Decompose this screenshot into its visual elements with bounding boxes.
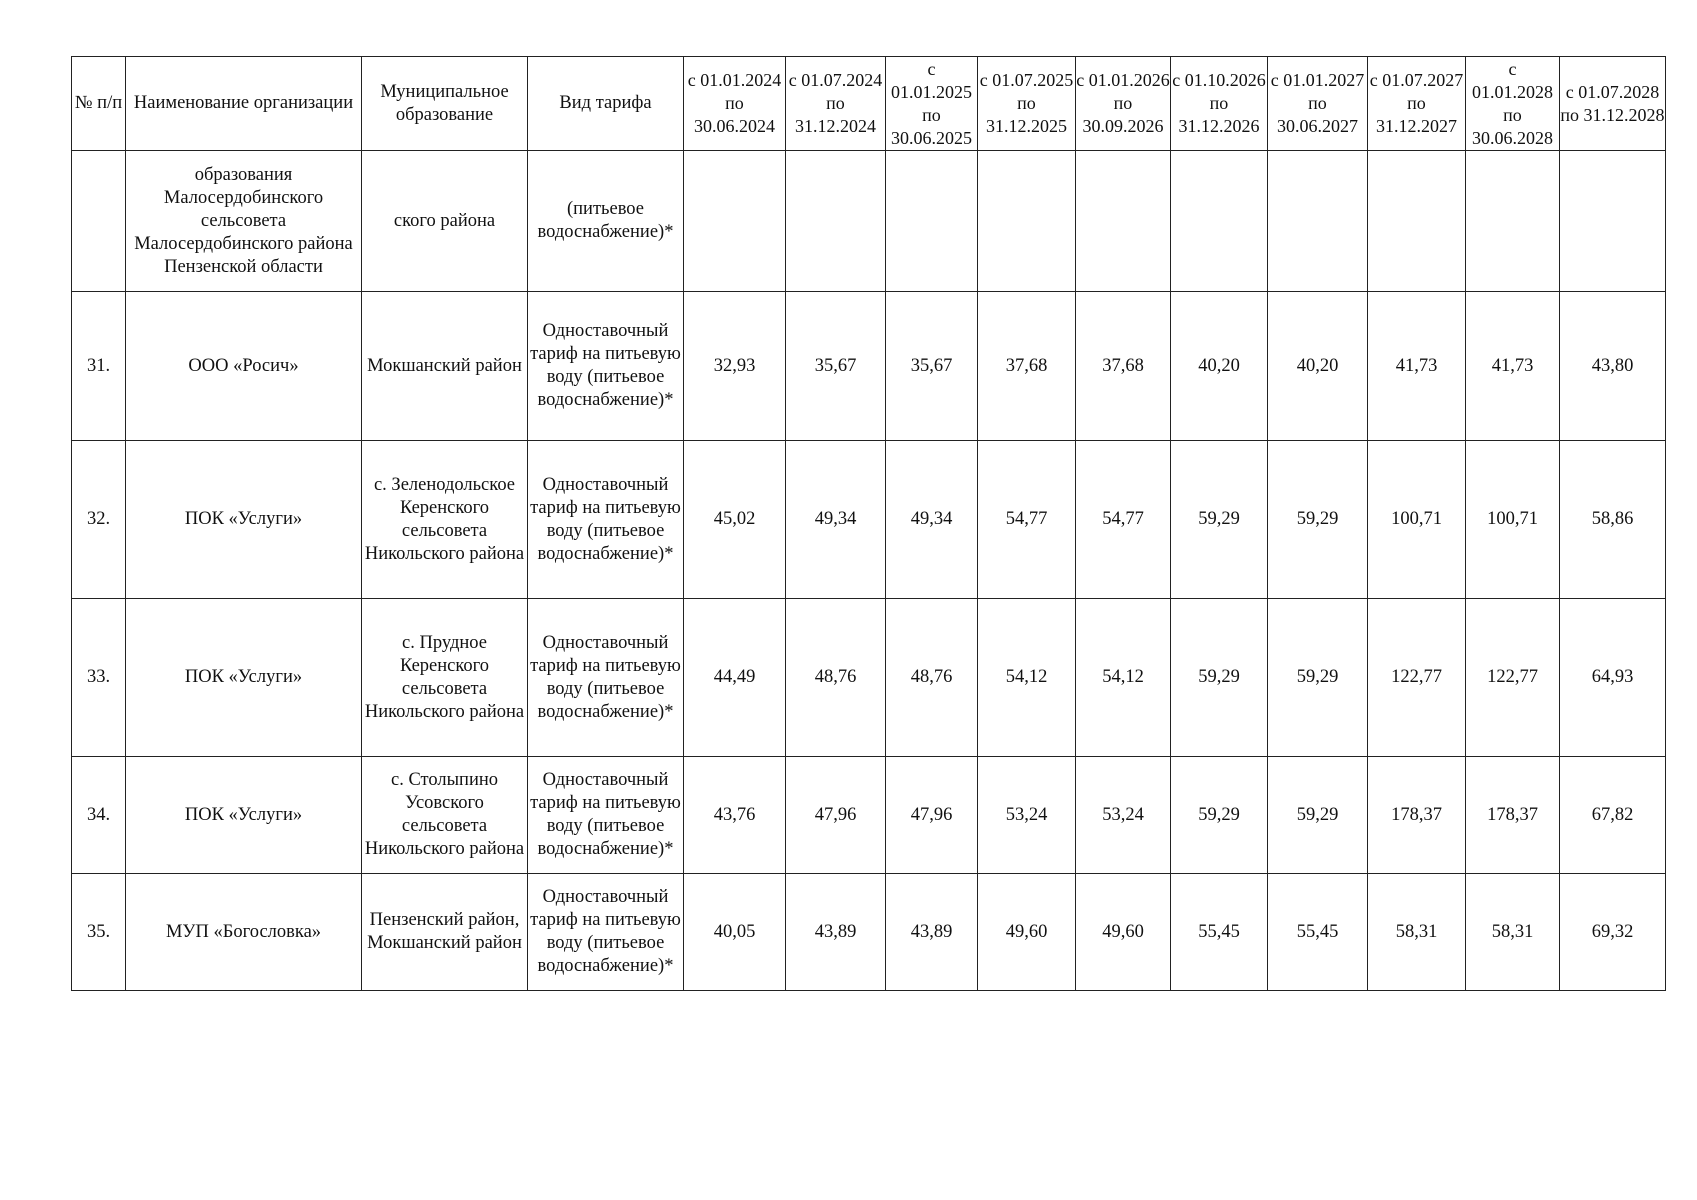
cell-org: ПОК «Услуги» xyxy=(126,757,362,874)
cell-mun: с. Столыпино Усовского сельсовета Никольского района xyxy=(362,757,528,874)
cell-value: 35,67 xyxy=(786,292,886,441)
cell-value: 59,29 xyxy=(1171,757,1268,874)
cell-value: 43,80 xyxy=(1560,292,1666,441)
cell-value: 122,77 xyxy=(1466,599,1560,757)
table-header-row xyxy=(72,57,1666,151)
cell-value: 47,96 xyxy=(886,757,978,874)
cell-num: 32. xyxy=(72,441,126,599)
cell-value: 58,31 xyxy=(1368,874,1466,991)
cell-org: образования Малосердобинского сельсовета Малосердобинского района Пензенской области xyxy=(126,151,362,292)
cell-value: 59,29 xyxy=(1268,441,1368,599)
cell-num: 35. xyxy=(72,874,126,991)
header-period: с 01.01.2026 по 30.09.2026 xyxy=(1076,57,1171,151)
cell-value: 32,93 xyxy=(684,292,786,441)
cell-value: 178,37 xyxy=(1368,757,1466,874)
cell-value: 43,89 xyxy=(786,874,886,991)
cell-value: 44,49 xyxy=(684,599,786,757)
cell-value: 53,24 xyxy=(978,757,1076,874)
cell-value: 47,96 xyxy=(786,757,886,874)
cell-value: 40,05 xyxy=(684,874,786,991)
cell-value: 122,77 xyxy=(1368,599,1466,757)
header-period: с 01.01.2028 по 30.06.2028 xyxy=(1466,57,1560,151)
cell-value xyxy=(684,151,786,292)
cell-value xyxy=(978,151,1076,292)
cell-value: 54,12 xyxy=(1076,599,1171,757)
table-row xyxy=(72,292,1666,441)
header-period: с 01.07.2027 по 31.12.2027 xyxy=(1368,57,1466,151)
header-period: с 01.01.2025 по 30.06.2025 xyxy=(886,57,978,151)
table-row xyxy=(72,441,1666,599)
cell-value: 43,76 xyxy=(684,757,786,874)
cell-value: 45,02 xyxy=(684,441,786,599)
cell-value xyxy=(1171,151,1268,292)
cell-mun: с. Зеленодольское Керенского сельсовета Никольского района xyxy=(362,441,528,599)
cell-value: 37,68 xyxy=(978,292,1076,441)
cell-value: 40,20 xyxy=(1268,292,1368,441)
cell-value: 58,31 xyxy=(1466,874,1560,991)
table-row xyxy=(72,757,1666,874)
cell-num xyxy=(72,151,126,292)
cell-value: 59,29 xyxy=(1171,441,1268,599)
tariff-table xyxy=(71,56,1666,991)
header-period: с 01.07.2024 по 31.12.2024 xyxy=(786,57,886,151)
cell-value: 49,34 xyxy=(786,441,886,599)
cell-tariff-type: Одноставочный тариф на питьевую воду (питьевое водоснабжение)* xyxy=(528,441,684,599)
cell-org: МУП «Богословка» xyxy=(126,874,362,991)
cell-num: 33. xyxy=(72,599,126,757)
cell-value: 48,76 xyxy=(886,599,978,757)
cell-value: 58,86 xyxy=(1560,441,1666,599)
cell-value: 49,60 xyxy=(1076,874,1171,991)
header-tariff-type: Вид тарифа xyxy=(528,57,684,151)
cell-value: 41,73 xyxy=(1466,292,1560,441)
cell-value: 40,20 xyxy=(1171,292,1268,441)
cell-value: 59,29 xyxy=(1171,599,1268,757)
cell-value: 41,73 xyxy=(1368,292,1466,441)
cell-num: 34. xyxy=(72,757,126,874)
cell-value: 53,24 xyxy=(1076,757,1171,874)
cell-value: 37,68 xyxy=(1076,292,1171,441)
cell-value xyxy=(1268,151,1368,292)
cell-value: 178,37 xyxy=(1466,757,1560,874)
cell-value: 59,29 xyxy=(1268,599,1368,757)
cell-value: 69,32 xyxy=(1560,874,1666,991)
cell-org: ПОК «Услуги» xyxy=(126,599,362,757)
cell-value: 35,67 xyxy=(886,292,978,441)
cell-org: ООО «Росич» xyxy=(126,292,362,441)
cell-value: 67,82 xyxy=(1560,757,1666,874)
cell-value: 59,29 xyxy=(1268,757,1368,874)
cell-mun: с. Прудное Керенского сельсовета Никольского района xyxy=(362,599,528,757)
cell-value xyxy=(786,151,886,292)
table-row-continuation xyxy=(72,151,1666,292)
cell-num: 31. xyxy=(72,292,126,441)
cell-value: 55,45 xyxy=(1268,874,1368,991)
header-period: с 01.10.2026 по 31.12.2026 xyxy=(1171,57,1268,151)
cell-mun: ского района xyxy=(362,151,528,292)
cell-value: 54,12 xyxy=(978,599,1076,757)
table-row xyxy=(72,599,1666,757)
cell-tariff-type: (питьевое водоснабжение)* xyxy=(528,151,684,292)
cell-value: 48,76 xyxy=(786,599,886,757)
cell-mun: Пензенский район, Мокшанский район xyxy=(362,874,528,991)
cell-value xyxy=(886,151,978,292)
header-period: с 01.07.2025 по 31.12.2025 xyxy=(978,57,1076,151)
cell-value: 64,93 xyxy=(1560,599,1666,757)
cell-value: 49,34 xyxy=(886,441,978,599)
cell-value: 43,89 xyxy=(886,874,978,991)
cell-org: ПОК «Услуги» xyxy=(126,441,362,599)
header-period: с 01.01.2027 по 30.06.2027 xyxy=(1268,57,1368,151)
header-mun: Муниципальное образование xyxy=(362,57,528,151)
header-period: с 01.01.2024 по 30.06.2024 xyxy=(684,57,786,151)
cell-value: 54,77 xyxy=(1076,441,1171,599)
cell-value: 100,71 xyxy=(1466,441,1560,599)
cell-value: 55,45 xyxy=(1171,874,1268,991)
table-row xyxy=(72,874,1666,991)
cell-value: 54,77 xyxy=(978,441,1076,599)
cell-value: 100,71 xyxy=(1368,441,1466,599)
header-num: № п/п xyxy=(72,57,126,151)
cell-value xyxy=(1076,151,1171,292)
cell-tariff-type: Одноставочный тариф на питьевую воду (питьевое водоснабжение)* xyxy=(528,757,684,874)
cell-mun: Мокшанский район xyxy=(362,292,528,441)
cell-value xyxy=(1560,151,1666,292)
cell-value: 49,60 xyxy=(978,874,1076,991)
header-period: с 01.07.2028 по 31.12.2028 xyxy=(1560,57,1666,151)
cell-tariff-type: Одноставочный тариф на питьевую воду (питьевое водоснабжение)* xyxy=(528,874,684,991)
cell-tariff-type: Одноставочный тариф на питьевую воду (питьевое водоснабжение)* xyxy=(528,599,684,757)
header-org: Наименование организации xyxy=(126,57,362,151)
cell-value xyxy=(1466,151,1560,292)
cell-tariff-type: Одноставочный тариф на питьевую воду (питьевое водоснабжение)* xyxy=(528,292,684,441)
cell-value xyxy=(1368,151,1466,292)
